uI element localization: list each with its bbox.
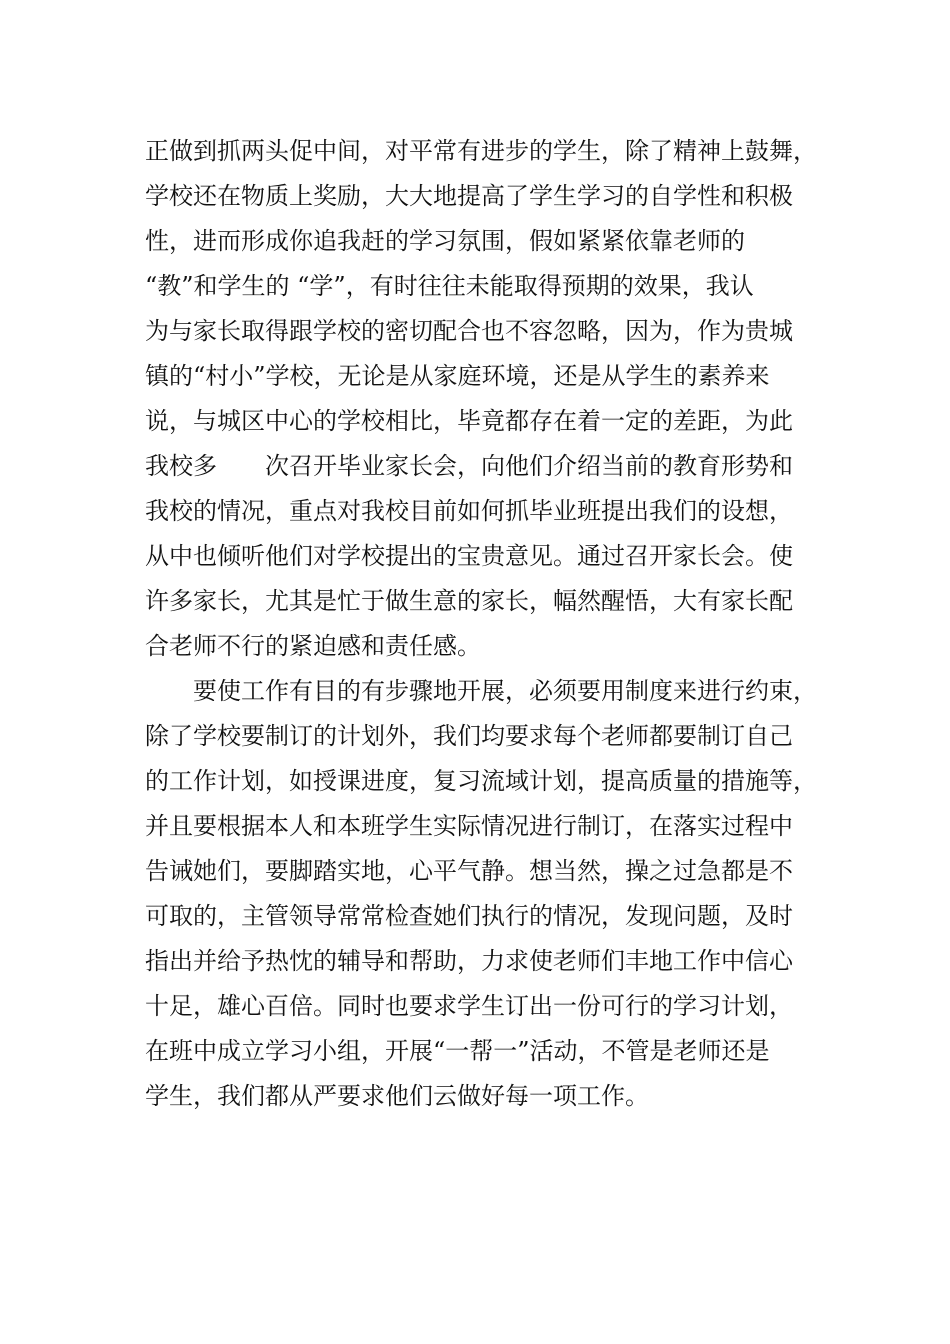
text-line: 为与家长取得跟学校的密切配合也不容忽略，因为，作为贵城 — [145, 317, 793, 345]
text-line: 在班中成立学习小组，开展“一帮一”活动，不管是老师还是 — [145, 1037, 770, 1065]
text-line: 指出并给予热忱的辅导和帮助，力求使老师们丰地工作中信心 — [145, 947, 793, 975]
text-line: 除了学校要制订的计划外，我们均要求每个老师都要制订自己 — [145, 722, 793, 750]
text-line: 正做到抓两头促中间，对平常有进步的学生，除了精神上鼓舞， — [145, 137, 817, 165]
text-line: 学生，我们都从严要求他们云做好每一项工作。 — [145, 1082, 649, 1110]
document-body — [145, 129, 845, 1119]
text-line: 我校多 次召开毕业家长会，向他们介绍当前的教育形势和 — [145, 452, 793, 480]
text-line: 学校还在物质上奖励，大大地提高了学生学习的自学性和积极 — [145, 182, 793, 210]
text-line: 的工作计划，如授课进度，复习流域计划，提高质量的措施等， — [145, 767, 817, 795]
text-line: 说，与城区中心的学校相比，毕竟都存在着一定的差距，为此 — [145, 407, 793, 435]
text-line: 性，进而形成你追我赶的学习氛围，假如紧紧依靠老师的 — [145, 227, 745, 255]
text-line: “教”和学生的 “学”，有时往往未能取得预期的效果，我认 — [145, 272, 754, 300]
text-line: 要使工作有目的有步骤地开展，必须要用制度来进行约束， — [193, 677, 817, 705]
text-line: 合老师不行的紧迫感和责任感。 — [145, 632, 481, 660]
text-line: 并且要根据本人和本班学生实际情况进行制订，在落实过程中 — [145, 812, 793, 840]
text-line: 镇的“村小”学校，无论是从家庭环境，还是从学生的素养来 — [145, 362, 770, 390]
text-line: 可取的，主管领导常常检查她们执行的情况，发现问题，及时 — [145, 902, 793, 930]
text-line: 从中也倾听他们对学校提出的宝贵意见。通过召开家长会。使 — [145, 542, 793, 570]
text-line: 十足，雄心百倍。同时也要求学生订出一份可行的学习计划， — [145, 992, 793, 1020]
text-line: 告诫她们，要脚踏实地，心平气静。想当然，操之过急都是不 — [145, 857, 793, 885]
text-line: 我校的情况，重点对我校目前如何抓毕业班提出我们的设想， — [145, 497, 793, 525]
text-line: 许多家长，尤其是忙于做生意的家长，幅然醒悟，大有家长配 — [145, 587, 793, 615]
